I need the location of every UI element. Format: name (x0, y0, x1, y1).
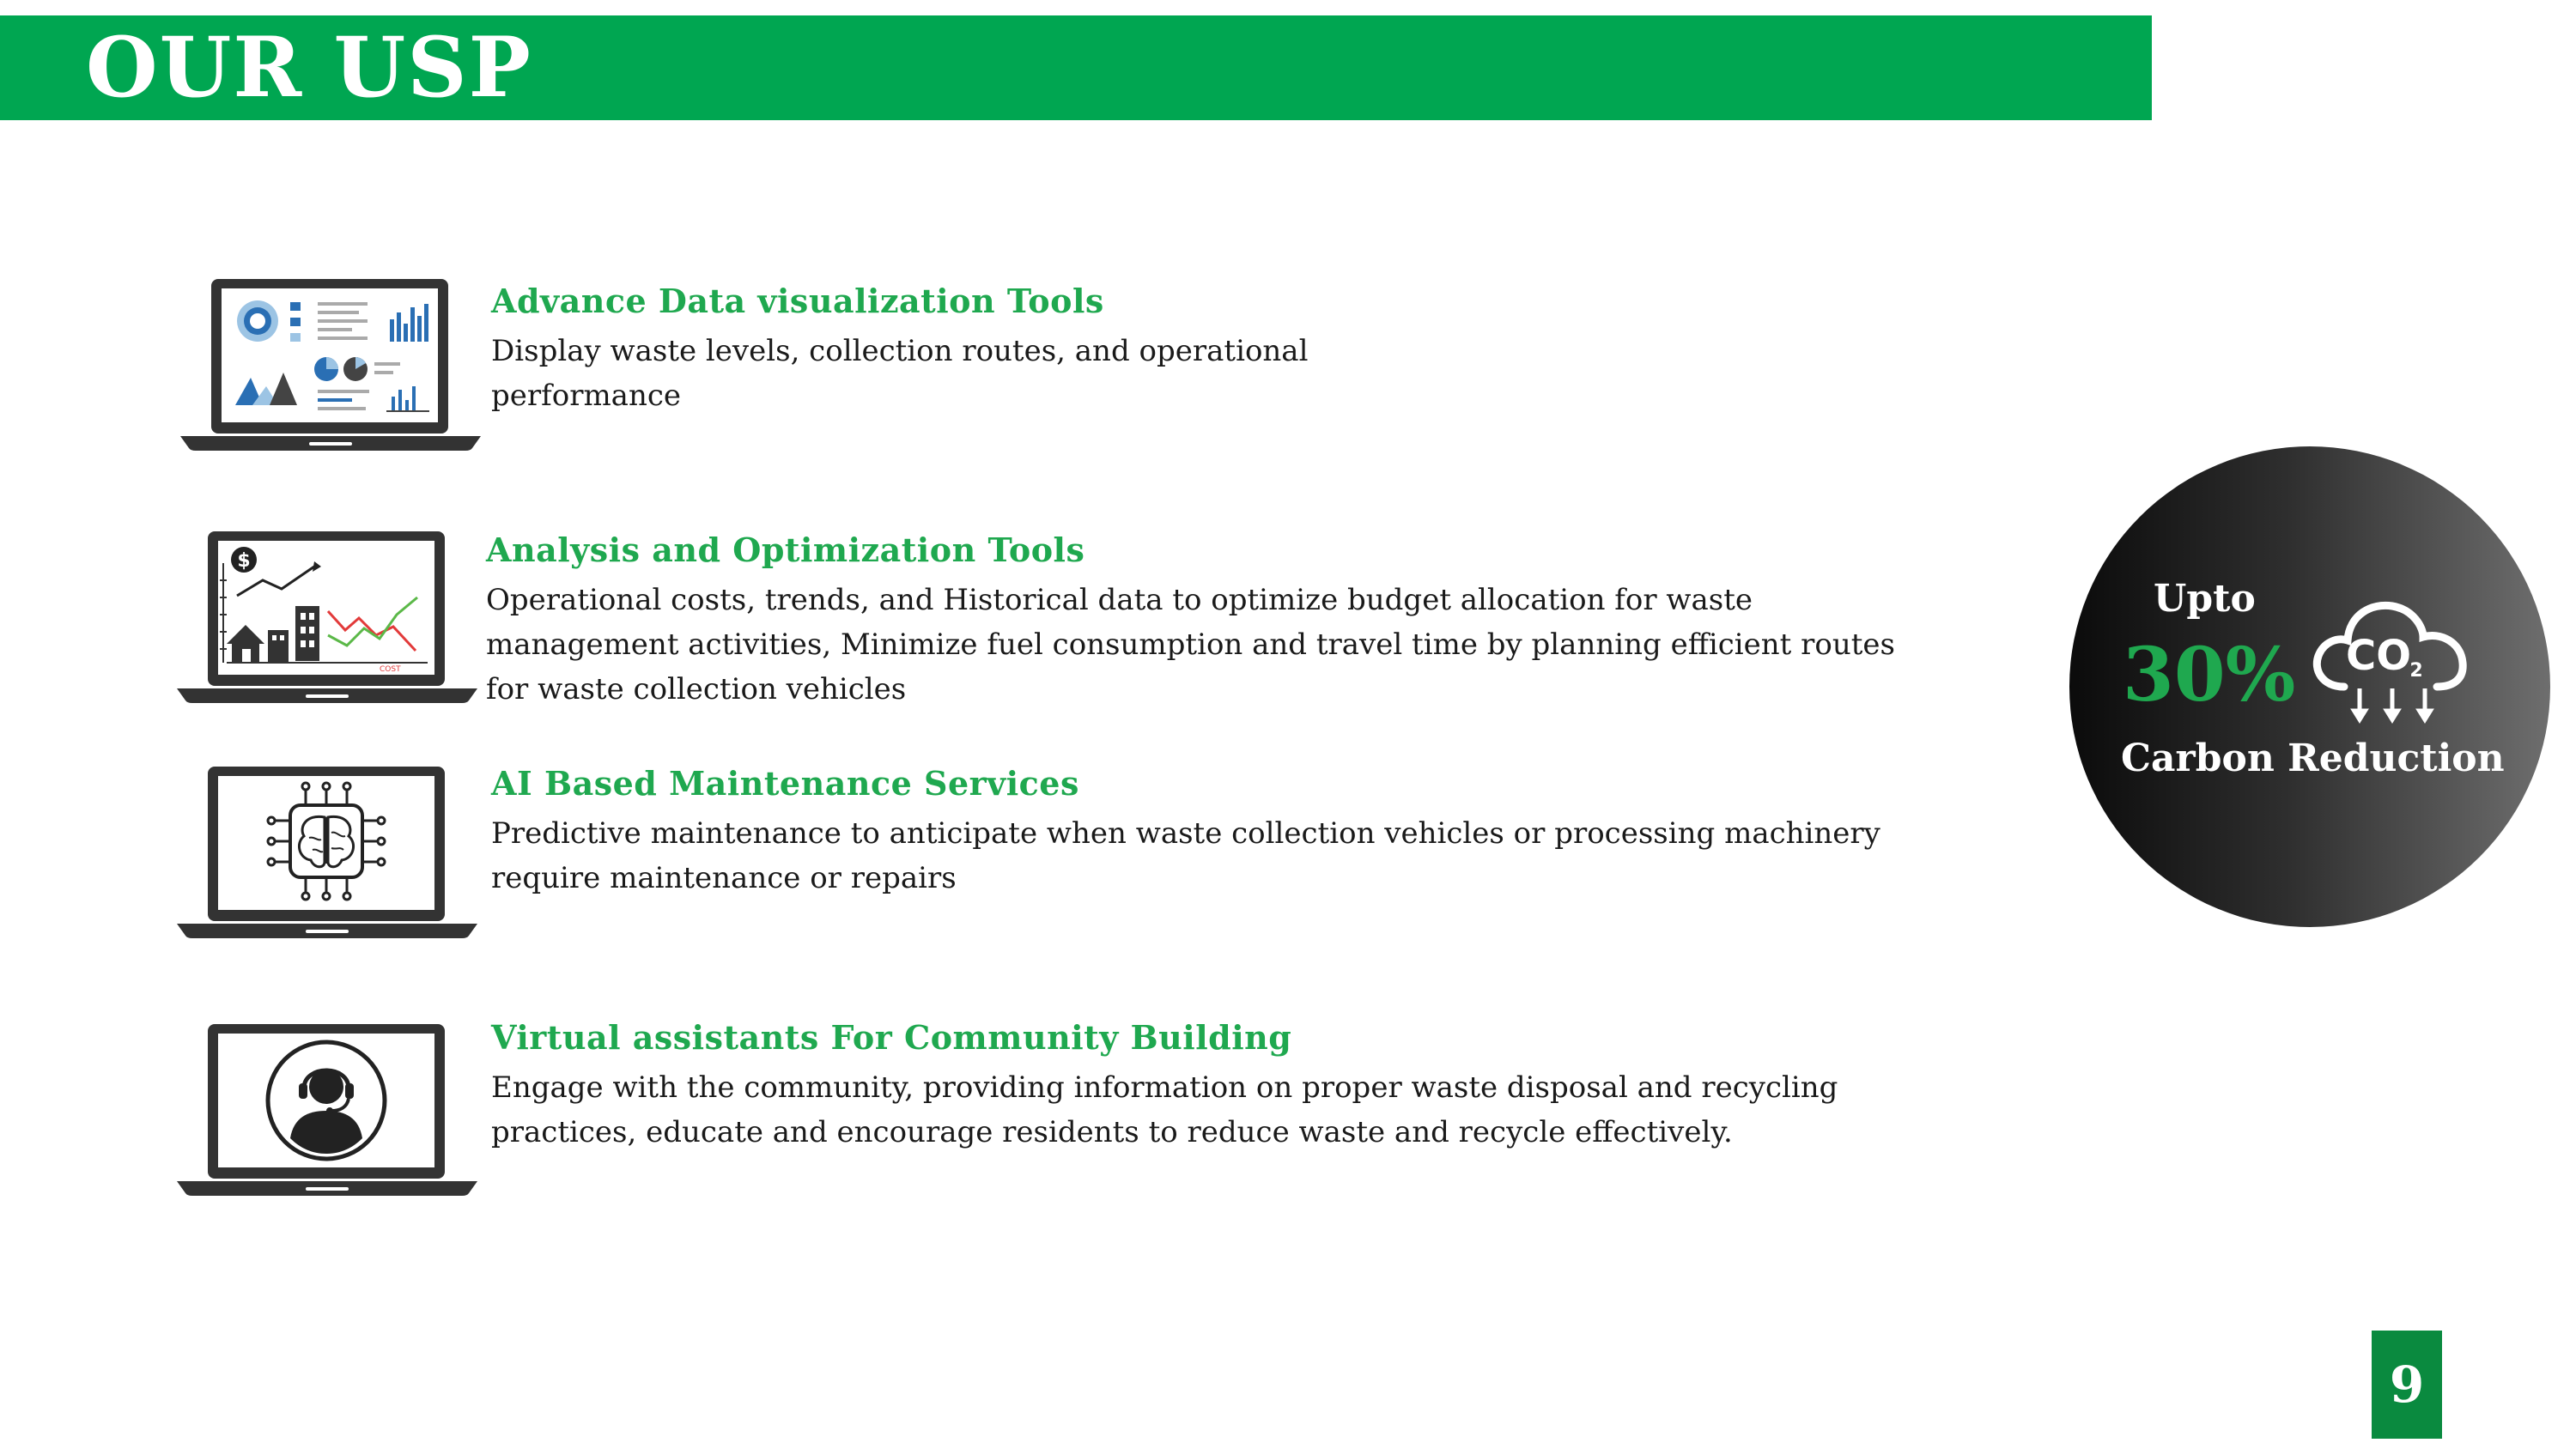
upto-label: Upto (2154, 577, 2256, 621)
svg-text:CO: CO (2345, 632, 2412, 680)
feature-description: Display waste levels, collection routes, and operational performance (491, 334, 1309, 413)
feature-description: Engage with the community, providing information on proper waste disposal and recycling practices, educate and encourage residents to reduce waste and recycle effectively. (491, 1070, 1838, 1149)
svg-text:$: $ (237, 550, 251, 572)
carbon-reduction-label: Carbon Reduction (2121, 737, 2505, 780)
support-agent-laptop-icon (177, 1022, 477, 1197)
cost-label: COST (380, 665, 401, 674)
co2-cloud-icon (2306, 580, 2478, 735)
feature-title: AI Based Maintenance Services (491, 764, 1079, 803)
carbon-reduction-value: 30% (2123, 632, 2296, 718)
feature-description: Predictive maintenance to anticipate when waste collection vehicles or processing machinery require maintenance or repairs (491, 816, 1880, 895)
feature-analysis-optimization (486, 530, 1911, 712)
dashboard-laptop-icon (180, 276, 481, 452)
feature-title: Virtual assistants For Community Building (491, 1018, 1292, 1057)
feature-title: Advance Data visualization Tools (491, 282, 1104, 320)
feature-data-visualization (491, 282, 1436, 418)
feature-virtual-assistants (491, 1018, 1951, 1155)
cost-analysis-laptop-icon (177, 529, 477, 705)
ai-brain-laptop-icon (177, 764, 477, 940)
page-number: 9 (2372, 1331, 2442, 1439)
feature-ai-maintenance (491, 764, 1977, 900)
feature-title: Analysis and Optimization Tools (486, 530, 1085, 569)
page-title: OUR USP (86, 19, 532, 116)
svg-text:2: 2 (2409, 660, 2423, 682)
feature-description: Operational costs, trends, and Historical data to optimize budget allocation for waste management activities, Minimize fuel consumption and travel time by planning efficient routes for waste collection vehicles (486, 583, 1895, 706)
